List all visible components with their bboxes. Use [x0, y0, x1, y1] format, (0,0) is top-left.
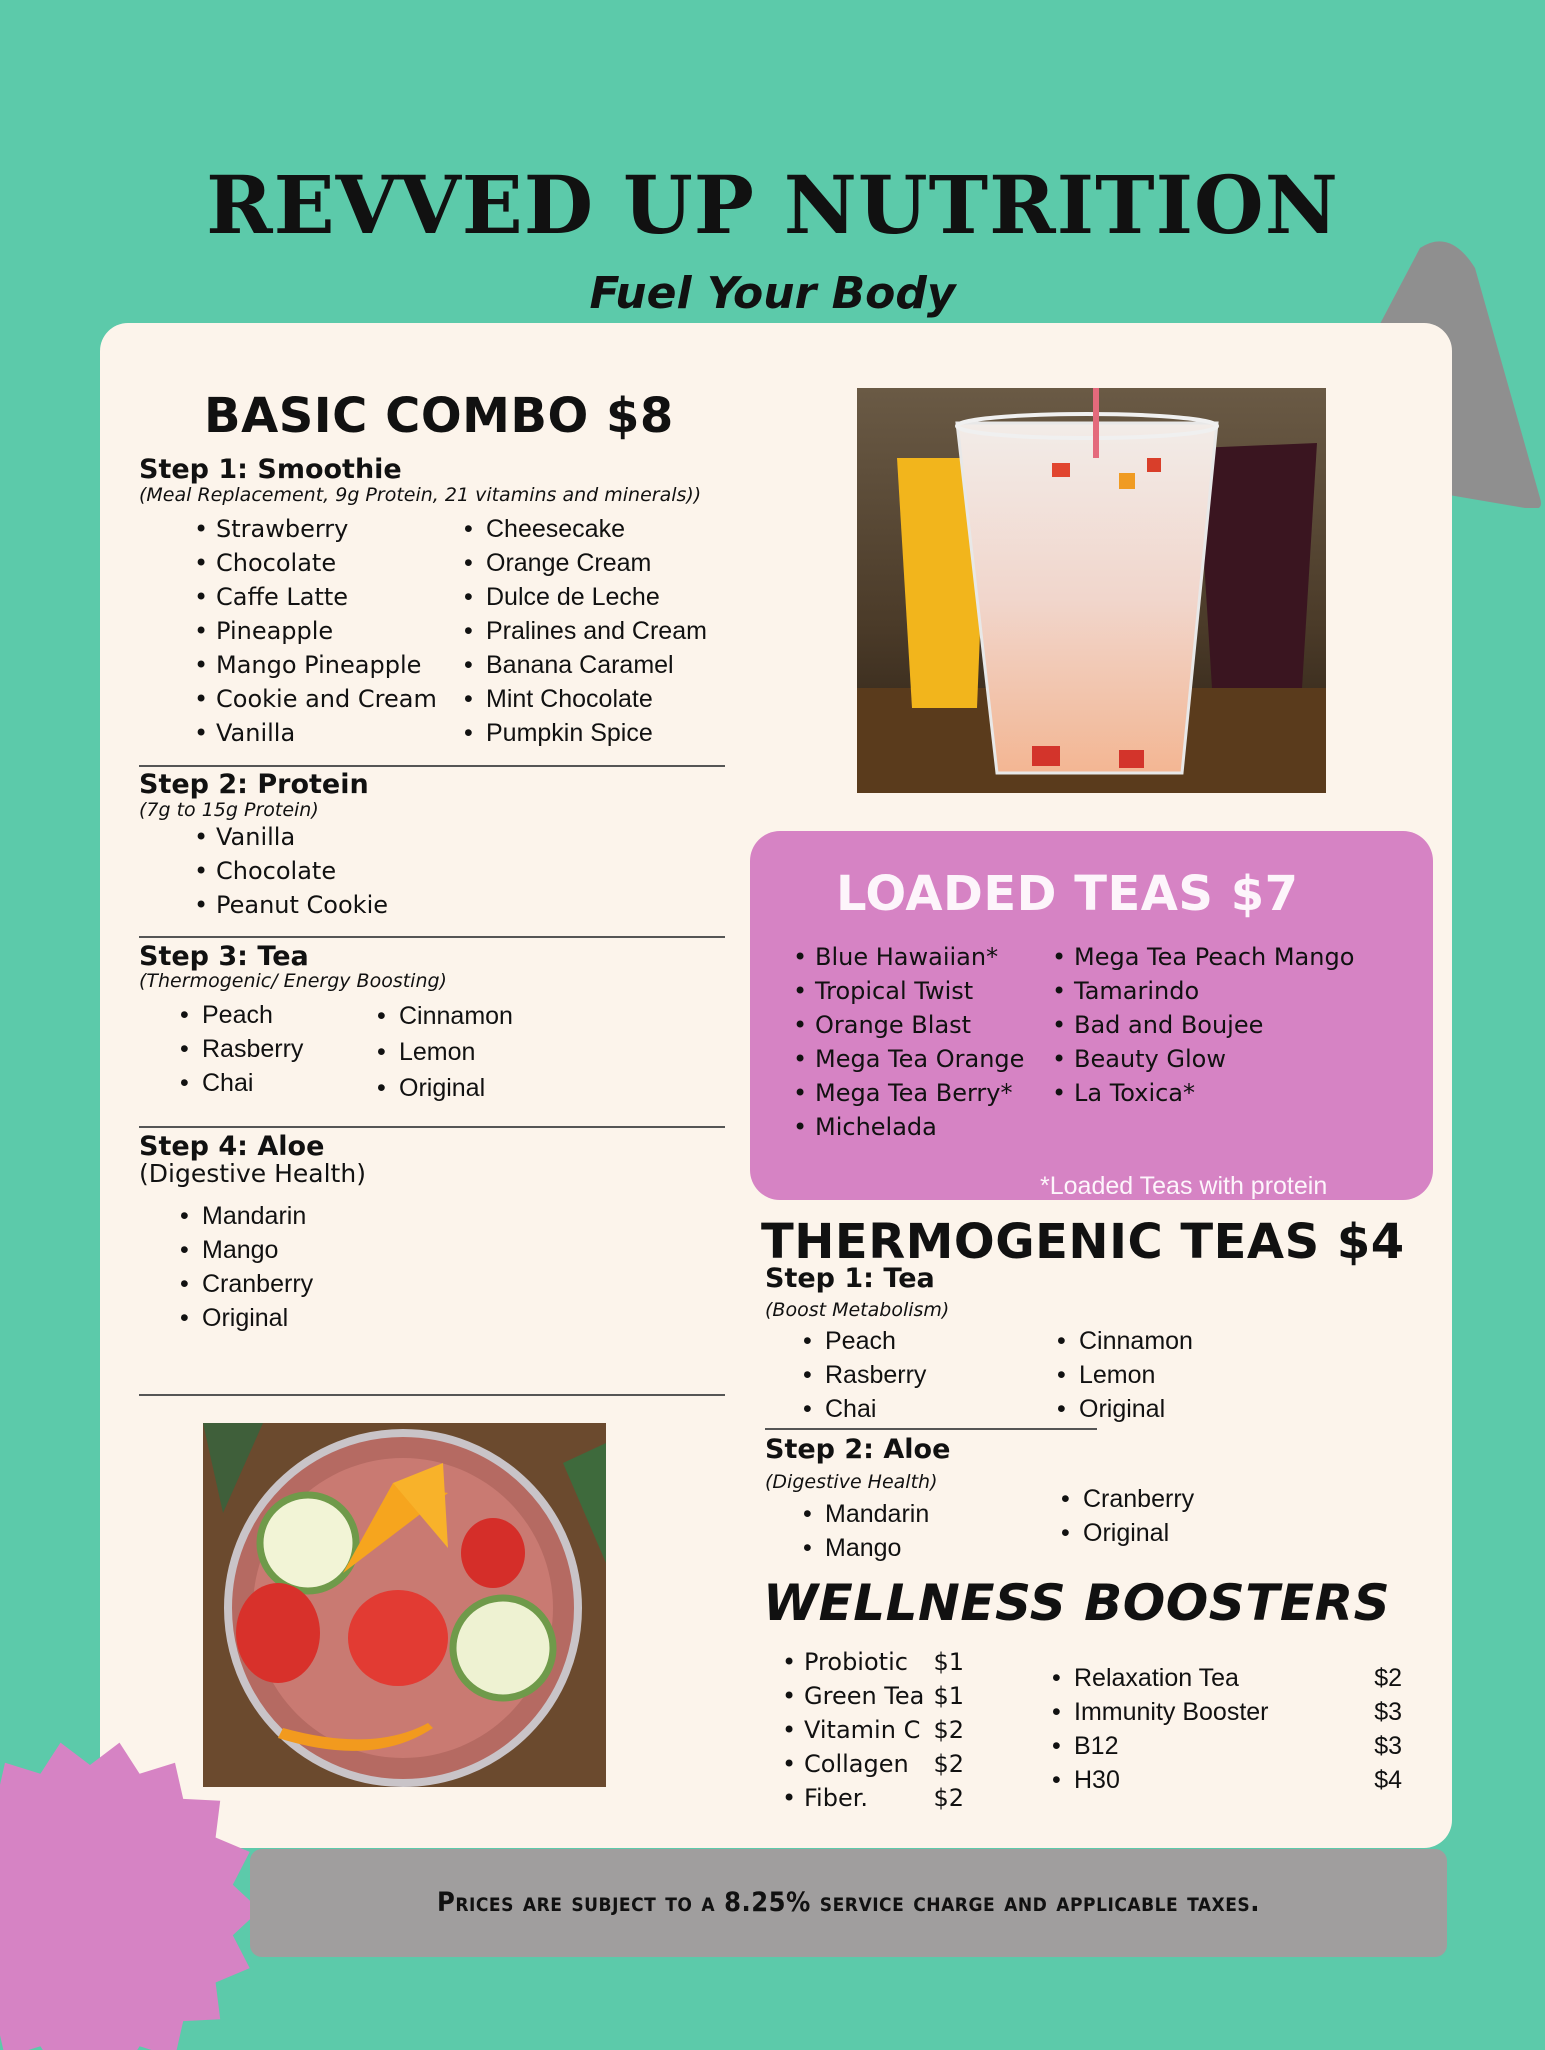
booster-price: $4 — [1374, 1766, 1402, 1794]
booster-price: $2 — [933, 1784, 964, 1812]
basic-step4-note: (Digestive Health) — [139, 1159, 366, 1188]
fruit-infused-drink-photo — [203, 1423, 606, 1787]
booster-price: $2 — [933, 1750, 964, 1778]
page-subtitle: Fuel Your Body — [589, 268, 956, 319]
list-item: • La Toxica* — [1052, 1076, 1354, 1110]
smoothie-flavors-col2 — [464, 512, 707, 750]
list-item: • Pumpkin Spice — [464, 716, 707, 750]
list-item: • Caffe Latte — [194, 580, 437, 614]
thermo-step2-note: (Digestive Health) — [765, 1471, 938, 1493]
basic-aloe-list — [180, 1199, 313, 1335]
booster-price: $1 — [933, 1648, 964, 1676]
booster-price: $1 — [933, 1682, 964, 1710]
list-item: • Cranberry — [180, 1267, 313, 1301]
protein-list — [194, 820, 388, 922]
list-item: • Cookie and Cream — [194, 682, 437, 716]
list-item — [1052, 1763, 1402, 1797]
booster-name: • Collagen — [804, 1750, 909, 1778]
booster-price: $3 — [1374, 1732, 1402, 1760]
wellness-boosters-heading: WELLNESS BOOSTERS — [763, 1574, 1391, 1632]
loaded-teas-heading: LOADED TEAS $7 — [836, 866, 1299, 922]
thermo-aloe-col2 — [1061, 1482, 1194, 1550]
thermogenic-teas-heading: THERMOGENIC TEAS $4 — [761, 1214, 1405, 1270]
list-item: • Beauty Glow — [1052, 1042, 1354, 1076]
page-title: REVVED UP NUTRITION — [206, 158, 1339, 252]
list-item: • Mango Pineapple — [194, 648, 437, 682]
list-item: • Original — [1057, 1392, 1193, 1426]
list-item: • Vanilla — [194, 716, 437, 750]
loaded-teas-col1 — [793, 940, 1024, 1144]
list-item — [782, 1747, 964, 1781]
list-item: • Mint Chocolate — [464, 682, 707, 716]
price-disclaimer: Prices are subject to a 8.25% service charge and applicable taxes. — [437, 1887, 1260, 1918]
list-item: • Mega Tea Berry* — [793, 1076, 1024, 1110]
booster-name: • H30 — [1074, 1766, 1120, 1794]
boosters-col2 — [1052, 1661, 1402, 1797]
list-item — [782, 1679, 964, 1713]
thermo-step1-title: Step 1: Tea — [765, 1263, 935, 1294]
list-item: • Original — [377, 1070, 513, 1106]
divider — [765, 1428, 1097, 1430]
thermo-step2-title: Step 2: Aloe — [765, 1434, 951, 1465]
divider — [139, 936, 725, 938]
booster-name: • Green Tea — [804, 1682, 925, 1710]
basic-step2-note: (7g to 15g Protein) — [139, 799, 319, 821]
list-item — [782, 1713, 964, 1747]
booster-name: • Probiotic — [804, 1648, 908, 1676]
list-item: • Original — [1061, 1516, 1194, 1550]
list-item: • Blue Hawaiian* — [793, 940, 1024, 974]
list-item — [1052, 1661, 1402, 1695]
basic-step4-title: Step 4: Aloe — [139, 1131, 325, 1162]
list-item: • Chocolate — [194, 854, 388, 888]
smoothie-flavors-col1 — [194, 512, 437, 750]
booster-price: $3 — [1374, 1698, 1402, 1726]
list-item: • Cheesecake — [464, 512, 707, 546]
thermo-step1-note: (Boost Metabolism) — [765, 1299, 950, 1321]
list-item: • Banana Caramel — [464, 648, 707, 682]
loaded-tea-cups-photo — [857, 388, 1326, 793]
list-item: • Orange Blast — [793, 1008, 1024, 1042]
booster-price: $2 — [933, 1716, 964, 1744]
list-item: • Rasberry — [803, 1358, 926, 1392]
booster-name: • Relaxation Tea — [1074, 1664, 1239, 1692]
thermo-tea-col1 — [803, 1324, 926, 1426]
list-item: • Strawberry — [194, 512, 437, 546]
loaded-teas-footnote: *Loaded Teas with protein — [1040, 1172, 1328, 1200]
list-item — [1052, 1695, 1402, 1729]
list-item: • Tamarindo — [1052, 974, 1354, 1008]
list-item: • Dulce de Leche — [464, 580, 707, 614]
list-item — [782, 1645, 964, 1679]
thermo-aloe-col1 — [803, 1497, 929, 1565]
list-item: • Chai — [180, 1066, 303, 1100]
list-item: • Mandarin — [180, 1199, 313, 1233]
list-item: • Lemon — [377, 1034, 513, 1070]
list-item — [1052, 1729, 1402, 1763]
booster-name: • Immunity Booster — [1074, 1698, 1269, 1726]
list-item: • Pineapple — [194, 614, 437, 648]
list-item: • Cranberry — [1061, 1482, 1194, 1516]
basic-step3-note: (Thermogenic/ Energy Boosting) — [139, 970, 447, 992]
list-item — [782, 1781, 964, 1815]
basic-step3-title: Step 3: Tea — [139, 941, 309, 972]
booster-price: $2 — [1374, 1664, 1402, 1692]
list-item: • Lemon — [1057, 1358, 1193, 1392]
list-item: • Vanilla — [194, 820, 388, 854]
divider — [139, 765, 725, 767]
list-item: • Mega Tea Orange — [793, 1042, 1024, 1076]
list-item: • Cinnamon — [377, 998, 513, 1034]
list-item: • Chai — [803, 1392, 926, 1426]
list-item: • Chocolate — [194, 546, 437, 580]
list-item: • Michelada — [793, 1110, 1024, 1144]
list-item: • Mandarin — [803, 1497, 929, 1531]
list-item: • Mango — [180, 1233, 313, 1267]
list-item: • Mega Tea Peach Mango — [1052, 940, 1354, 974]
list-item: • Tropical Twist — [793, 974, 1024, 1008]
divider — [139, 1394, 725, 1396]
booster-name: • Fiber. — [804, 1784, 869, 1812]
list-item: • Original — [180, 1301, 313, 1335]
list-item: • Peanut Cookie — [194, 888, 388, 922]
basic-step1-note: (Meal Replacement, 9g Protein, 21 vitamins and minerals)) — [139, 484, 702, 506]
loaded-teas-col2 — [1052, 940, 1354, 1110]
list-item: • Cinnamon — [1057, 1324, 1193, 1358]
list-item: • Mango — [803, 1531, 929, 1565]
basic-tea-col2 — [377, 998, 513, 1106]
booster-name: • Vitamin C — [804, 1716, 921, 1744]
basic-step2-title: Step 2: Protein — [139, 769, 369, 800]
list-item: • Peach — [803, 1324, 926, 1358]
booster-name: • B12 — [1074, 1732, 1119, 1760]
boosters-col1 — [782, 1645, 964, 1815]
basic-step1-title: Step 1: Smoothie — [139, 454, 402, 485]
list-item: • Rasberry — [180, 1032, 303, 1066]
divider — [139, 1126, 725, 1128]
list-item: • Pralines and Cream — [464, 614, 707, 648]
list-item: • Orange Cream — [464, 546, 707, 580]
list-item: • Peach — [180, 998, 303, 1032]
list-item: • Bad and Boujee — [1052, 1008, 1354, 1042]
thermo-tea-col2 — [1057, 1324, 1193, 1426]
basic-tea-col1 — [180, 998, 303, 1100]
basic-combo-heading: BASIC COMBO $8 — [204, 388, 674, 444]
